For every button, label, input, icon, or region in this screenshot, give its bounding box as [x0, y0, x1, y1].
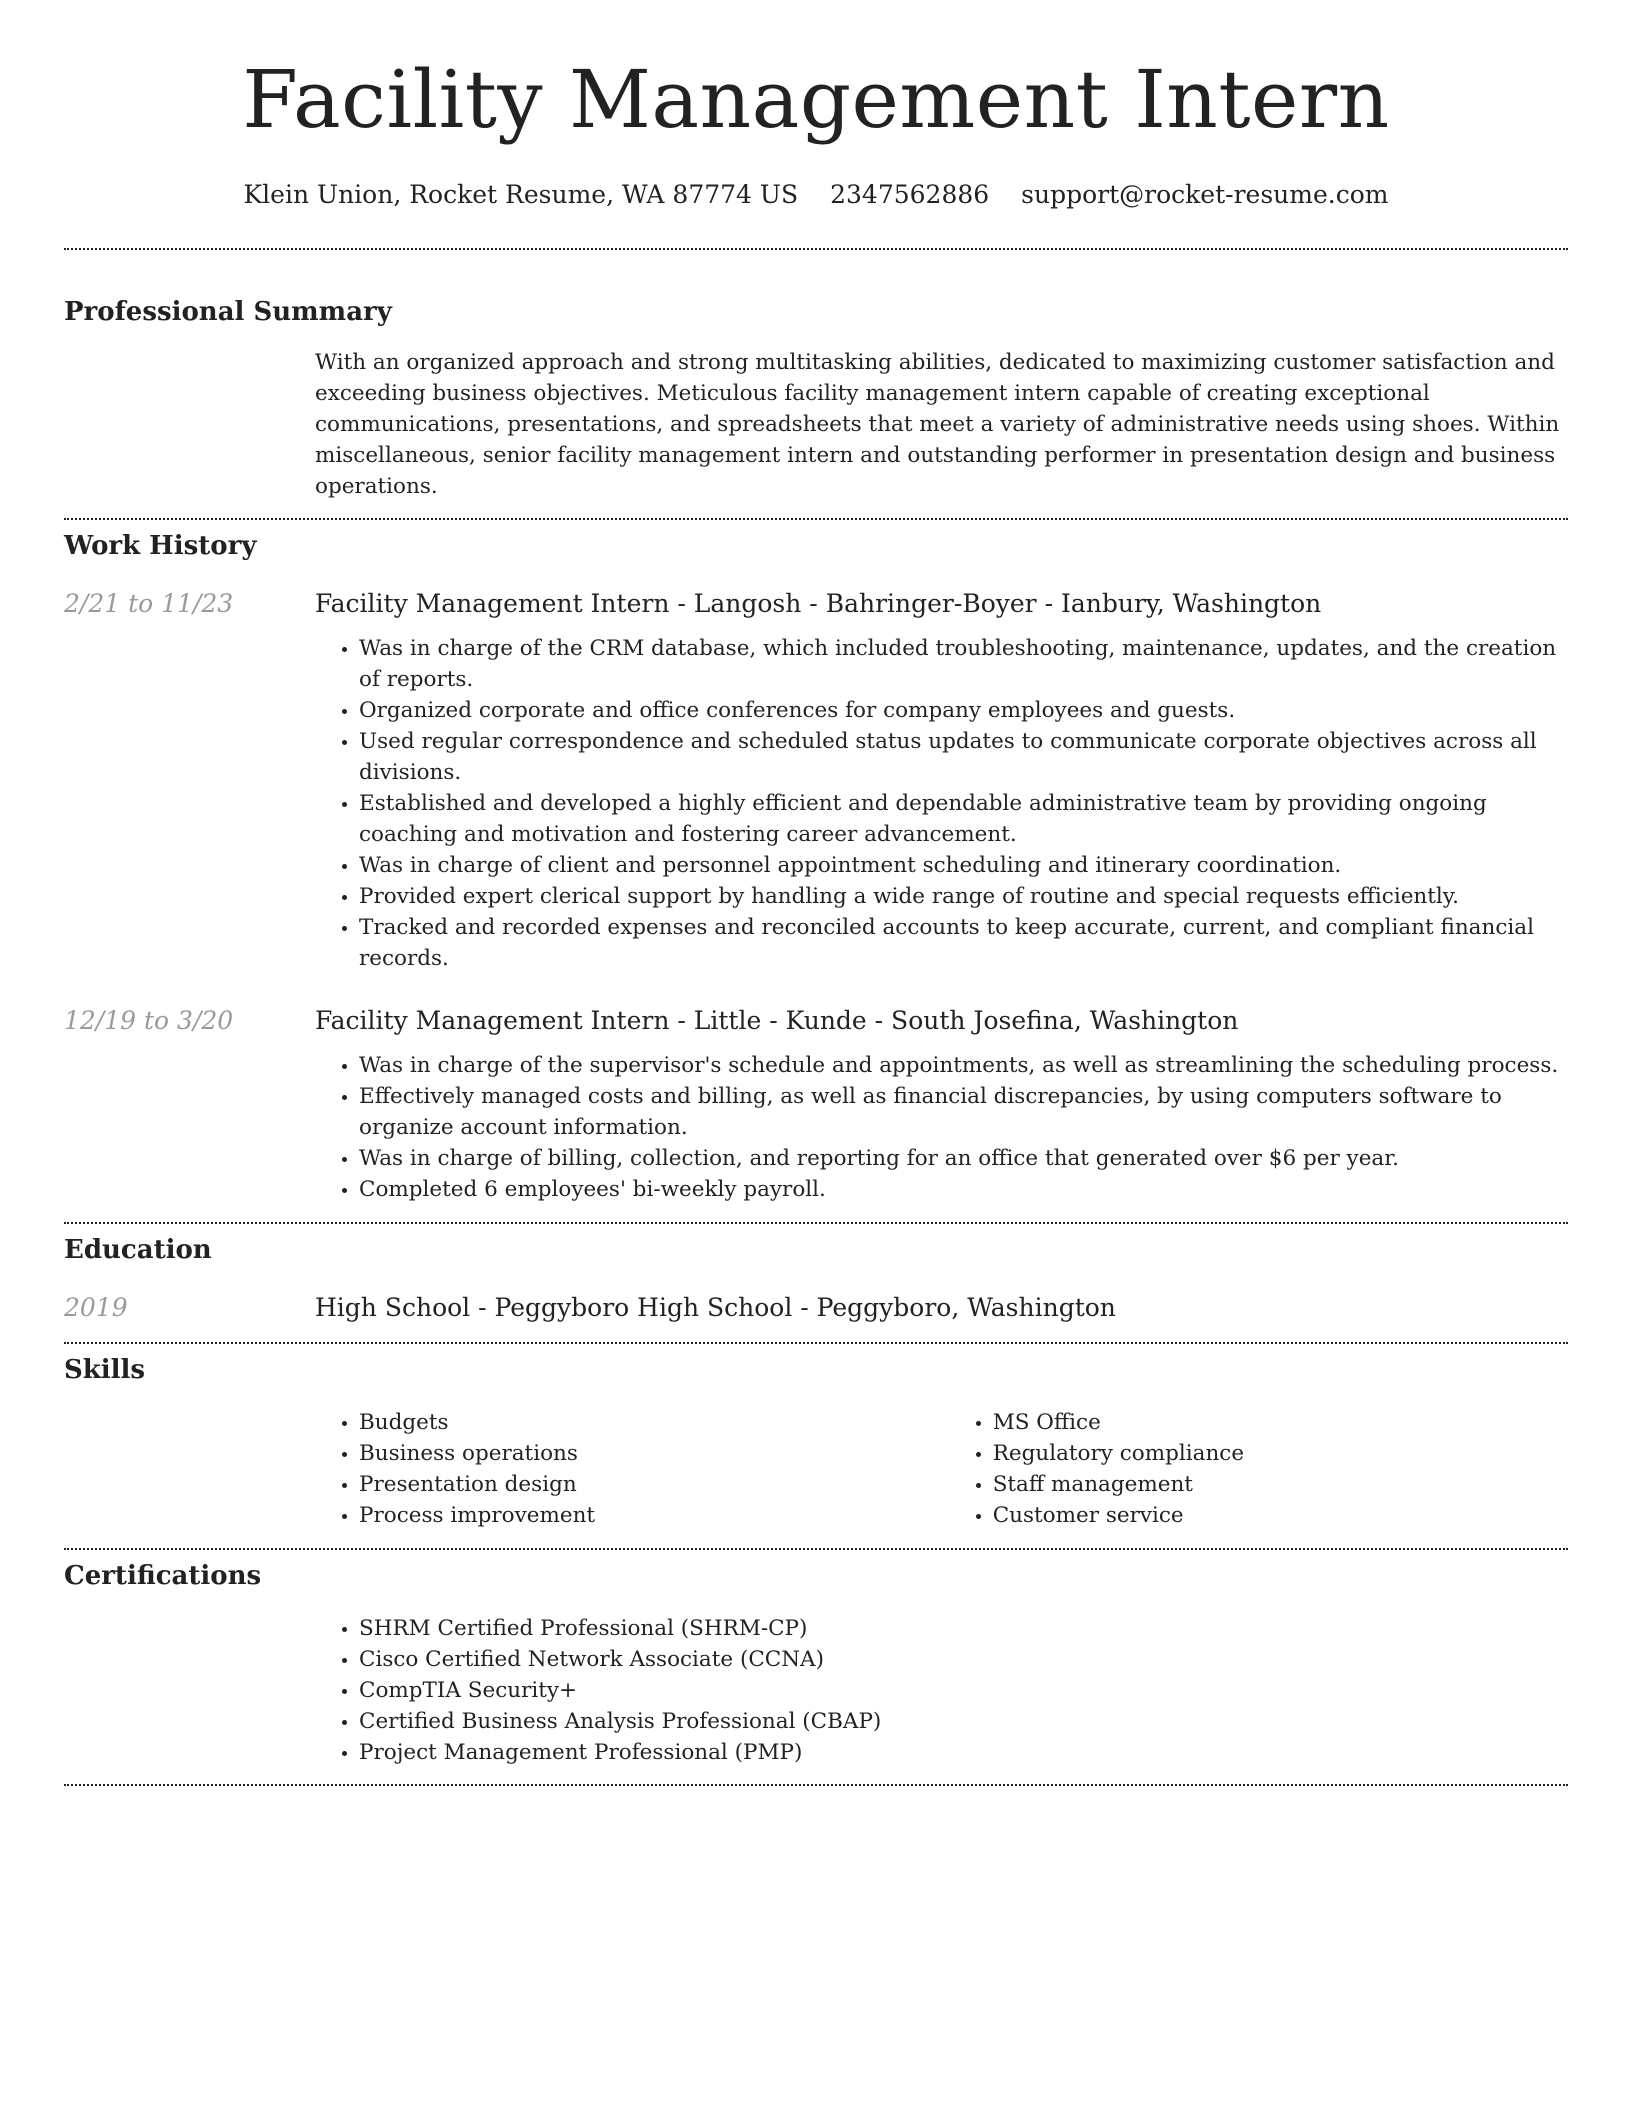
certifications-section — [64, 1550, 1568, 1768]
contact-address: Klein Union, Rocket Resume, WA 87774 US — [243, 180, 799, 209]
contact-phone: 2347562886 — [830, 180, 990, 209]
work-history-section — [64, 520, 1568, 1205]
skills-section — [64, 1344, 1568, 1531]
certification-item: • SHRM Certified Professional (SHRM-CP) — [359, 1613, 1568, 1644]
resume-header — [64, 0, 1568, 212]
education-section — [64, 1224, 1568, 1325]
job-entry — [64, 587, 1568, 974]
skill-item: • Process improvement — [359, 1500, 949, 1531]
list-item: • Completed 6 employees' bi-weekly payroll. — [359, 1174, 1568, 1205]
skill-item: • Regulatory compliance — [993, 1438, 1568, 1469]
list-item: • Was in charge of the supervisor's schedule and appointments, as well as streamlining the scheduling process. — [359, 1050, 1568, 1081]
skill-item: • MS Office — [993, 1407, 1568, 1438]
job-bullets — [315, 633, 1568, 974]
certification-item: • CompTIA Security+ — [359, 1675, 1568, 1706]
skills-column — [949, 1407, 1568, 1531]
certification-item: • Certified Business Analysis Professional (CBAP) — [359, 1706, 1568, 1737]
skills-grid — [315, 1407, 1568, 1531]
contact-email: support@rocket-resume.com — [1021, 180, 1389, 209]
job-heading: Facility Management Intern - Little - Kunde - South Josefina, Washington — [315, 1006, 1239, 1035]
skill-item: • Staff management — [993, 1469, 1568, 1500]
summary-section — [64, 250, 1568, 502]
candidate-name: Facility Management Intern — [242, 53, 1390, 146]
list-item: • Established and developed a highly efficient and dependable administrative team by providing ongoing coaching and motivation and fostering career advancement. — [359, 788, 1568, 850]
job-entry — [64, 1004, 1568, 1205]
certifications-list — [315, 1613, 1568, 1768]
section-title-work-history: Work History — [64, 531, 257, 561]
section-divider — [64, 1784, 1568, 1786]
contact-line — [64, 178, 1568, 212]
skill-item: • Business operations — [359, 1438, 949, 1469]
certification-item: • Project Management Professional (PMP) — [359, 1737, 1568, 1768]
summary-text: With an organized approach and strong multitasking abilities, dedicated to maximizing customer satisfaction and exceeding business objectives. Meticulous facility management intern capable of creating exceptional communications, presentations, and spreadsheets that meet a variety of administrative needs using shoes. Within miscellaneous, senior facility management intern and outstanding performer in presentation design and business operations. — [315, 350, 1560, 499]
list-item: • Used regular correspondence and scheduled status updates to communicate corporate objectives across all divisions. — [359, 726, 1568, 788]
list-item: • Was in charge of billing, collection, and reporting for an office that generated over $6 per year. — [359, 1143, 1568, 1174]
section-title-education: Education — [64, 1235, 212, 1265]
education-year: 2019 — [64, 1293, 128, 1322]
list-item: • Was in charge of the CRM database, which included troubleshooting, maintenance, updates, and the creation of reports. — [359, 633, 1568, 695]
education-heading: High School - Peggyboro High School - Peggyboro, Washington — [315, 1293, 1116, 1322]
job-bullets — [315, 1050, 1568, 1205]
job-dates: 2/21 to 11/23 — [64, 589, 234, 618]
section-title-certifications: Certifications — [64, 1561, 262, 1591]
list-item: • Was in charge of client and personnel appointment scheduling and itinerary coordination. — [359, 850, 1568, 881]
list-item: • Organized corporate and office conferences for company employees and guests. — [359, 695, 1568, 726]
list-item: • Tracked and recorded expenses and reconciled accounts to keep accurate, current, and compliant financial records. — [359, 912, 1568, 974]
resume-page — [64, 0, 1568, 1786]
job-heading: Facility Management Intern - Langosh - Bahringer-Boyer - Ianbury, Washington — [315, 589, 1322, 618]
section-title-skills: Skills — [64, 1355, 146, 1385]
list-item: • Effectively managed costs and billing, as well as financial discrepancies, by using computers software to organize account information. — [359, 1081, 1568, 1143]
section-title-summary: Professional Summary — [64, 297, 392, 327]
skill-item: • Budgets — [359, 1407, 949, 1438]
certification-item: • Cisco Certified Network Associate (CCNA) — [359, 1644, 1568, 1675]
skill-item: • Customer service — [993, 1500, 1568, 1531]
list-item: • Provided expert clerical support by handling a wide range of routine and special requests efficiently. — [359, 881, 1568, 912]
skill-item: • Presentation design — [359, 1469, 949, 1500]
skills-column — [315, 1407, 949, 1531]
job-dates: 12/19 to 3/20 — [64, 1006, 234, 1035]
education-entry — [64, 1291, 1568, 1325]
